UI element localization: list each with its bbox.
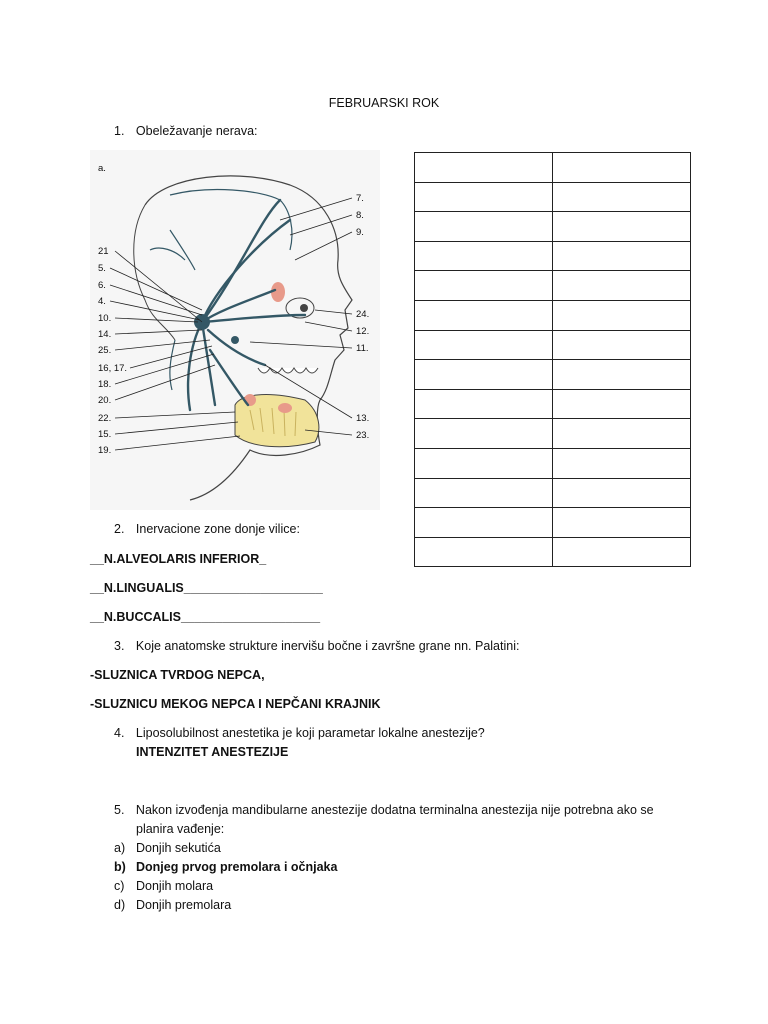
svg-text:19.: 19. [98,445,112,456]
option-d [114,898,232,912]
table-cell [553,241,691,271]
svg-text:11.: 11. [356,343,369,354]
option-letter: a) [114,841,126,855]
table-cell [553,330,691,360]
answer-line: __N.LINGUALIS____________________ [90,581,323,595]
table-row [415,360,691,390]
table-row [415,448,691,478]
table-cell [415,300,553,330]
option-b [114,860,338,874]
table-cell [553,508,691,538]
option-letter: b) [114,860,126,874]
table-cell [415,478,553,508]
question-number: 2. [114,522,125,536]
option-text: Donjih premolara [136,898,232,912]
table-row [415,419,691,449]
table-cell [415,360,553,390]
option-text: Donjeg prvog premolara i očnjaka [136,860,338,874]
svg-text:18.: 18. [98,379,112,390]
table-row [415,330,691,360]
table-row [415,537,691,567]
question-text: Nakon izvođenja mandibularne anestezije dodatna terminalna anestezija nije potrebna ako se [135,803,654,817]
svg-text:22.: 22. [98,413,112,424]
table-row [415,182,691,212]
table-row [415,508,691,538]
table-row [415,241,691,271]
question-text: Obeležavanje nerava: [135,124,258,138]
question-number: 4. [114,726,125,740]
table-cell [553,360,691,390]
table-row [415,300,691,330]
option-text: Donjih sekutića [136,841,221,855]
table-cell [415,212,553,242]
question-1 [114,124,258,138]
table-cell [415,241,553,271]
svg-text:12.: 12. [356,326,370,337]
table-cell [415,182,553,212]
table-cell [553,212,691,242]
svg-text:21: 21 [98,246,109,257]
question-text: Koje anatomske strukture inervišu bočne i završne grane nn. Palatini: [135,639,520,653]
option-c [114,879,214,893]
answer-line: -SLUZNICA TVRDOG NEPCA, [90,668,265,682]
table-cell [553,478,691,508]
table-cell [415,330,553,360]
question-number: 5. [114,803,125,817]
question-number: 3. [114,639,125,653]
question-5 [114,803,654,817]
svg-text:20.: 20. [98,395,112,406]
option-a [114,841,221,855]
svg-text:4.: 4. [98,296,106,307]
svg-text:9.: 9. [356,227,364,238]
table-cell [553,389,691,419]
svg-text:24.: 24. [356,309,370,320]
answer-line: INTENZITET ANESTEZIJE [136,745,289,759]
answer-line: -SLUZNICU MEKOG NEPCA I NEPČANI KRAJNIK [90,697,381,711]
nerve-diagram [90,150,380,510]
option-text: Donjih molara [136,879,214,893]
table-cell [553,419,691,449]
table-cell [415,271,553,301]
table-cell [553,448,691,478]
option-letter: d) [114,898,126,912]
answer-line: __N.ALVEOLARIS INFERIOR_ [90,552,267,566]
svg-text:16, 17.: 16, 17. [98,363,128,374]
svg-text:10.: 10. [98,313,112,324]
table-cell [553,271,691,301]
table-row [415,153,691,183]
table-cell [415,448,553,478]
table-row [415,478,691,508]
table-cell [415,153,553,183]
svg-text:8.: 8. [356,210,364,221]
table-cell [415,508,553,538]
svg-text:6.: 6. [98,280,106,291]
question-4 [114,726,485,740]
svg-text:25.: 25. [98,345,112,356]
question-number: 1. [114,124,125,138]
figure-letter: a. [98,163,106,174]
question-text: Liposolubilnost anestetika je koji parametar lokalne anestezije? [135,726,485,740]
answer-table [414,152,691,567]
table-cell [553,182,691,212]
table-cell [553,300,691,330]
page-title: FEBRUARSKI ROK [328,96,440,110]
svg-text:15.: 15. [98,429,112,440]
table-cell [415,389,553,419]
table-cell [415,419,553,449]
question-text: Inervacione zone donje vilice: [135,522,300,536]
svg-text:13.: 13. [356,413,370,424]
answer-line: __N.BUCCALIS____________________ [90,610,321,624]
table-cell [553,153,691,183]
table-row [415,389,691,419]
table-row [415,271,691,301]
question-text-continued: planira vađenje: [136,822,225,836]
svg-text:23.: 23. [356,430,370,441]
question-3 [114,639,519,653]
table-row [415,212,691,242]
svg-text:5.: 5. [98,263,106,274]
option-letter: c) [114,879,125,893]
table-cell [415,537,553,567]
svg-text:14.: 14. [98,329,112,340]
question-2 [114,522,300,536]
svg-text:7.: 7. [356,193,364,204]
table-cell [553,537,691,567]
